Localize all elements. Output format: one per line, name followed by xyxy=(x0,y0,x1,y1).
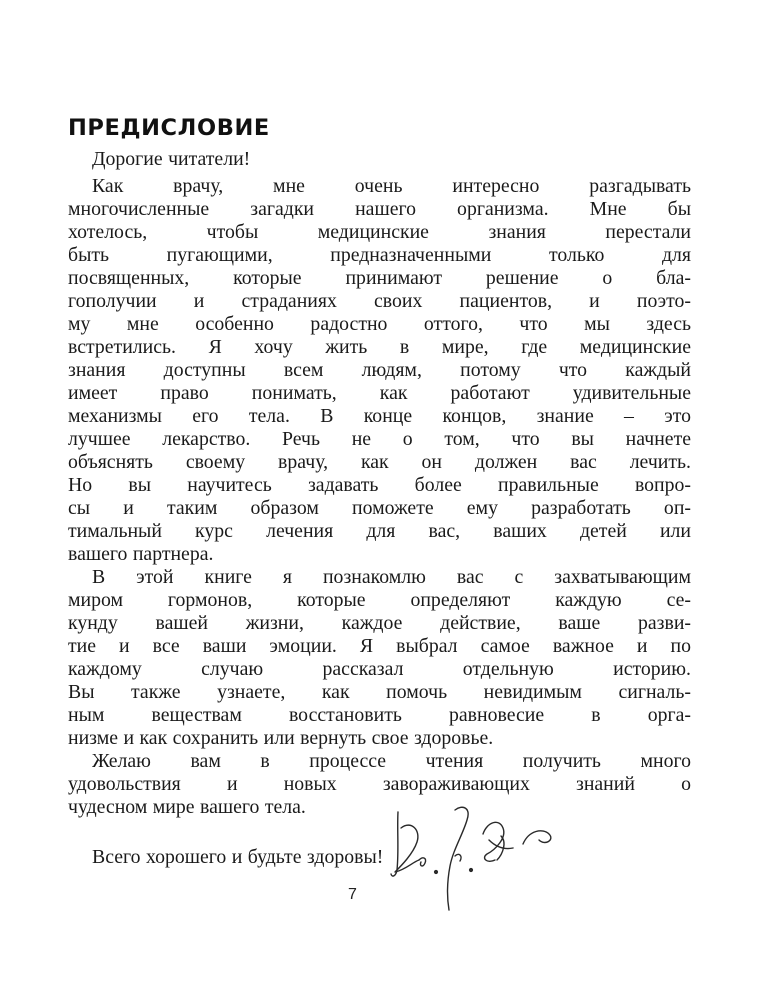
text-line: низме и как сохранить или вернуть свое здоровье. xyxy=(68,727,494,749)
text-line: каждому случаю рассказал отдельную историю. xyxy=(68,658,691,680)
text-line: сы и таким образом поможете ему разработать оп- xyxy=(68,497,691,519)
text-line: удовольствия и новых завораживающих знаний о xyxy=(68,773,691,795)
text-line: тие и все ваши эмоции. Я выбрал самое важное и по xyxy=(68,635,691,657)
text-line: быть пугающими, предназначенными только для xyxy=(68,244,691,266)
text-line: Как врачу, мне очень интересно разгадывать xyxy=(92,175,691,197)
text-line: знания доступны всем людям, потому что каждый xyxy=(68,359,691,381)
greeting: Дорогие читатели! xyxy=(92,148,251,170)
chapter-heading: ПРЕДИСЛОВИЕ xyxy=(68,115,270,141)
signature-icon xyxy=(383,800,568,915)
text-line: кунду вашей жизни, каждое действие, ваше разви- xyxy=(68,612,691,634)
text-line: многочисленные загадки нашего организма. Мне бы xyxy=(68,198,691,220)
text-line: гополучии и страданиях своих пациентов, и поэто- xyxy=(68,290,691,312)
text-line: тимальный курс лечения для вас, ваших детей или xyxy=(68,520,691,542)
text-line: чудесном мире вашего тела. xyxy=(68,796,306,818)
page-number: 7 xyxy=(348,886,357,903)
text-line: имеет право понимать, как работают удивительные xyxy=(68,382,691,404)
text-line: миром гормонов, которые определяют каждую се- xyxy=(68,589,691,611)
text-line: объяснять своему врачу, как он должен вас лечить. xyxy=(68,451,691,473)
text-line: му мне особенно радостно оттого, что мы здесь xyxy=(68,313,691,335)
text-line: Желаю вам в процессе чтения получить много xyxy=(92,750,691,772)
closing-line: Всего хорошего и будьте здоровы! xyxy=(92,846,384,868)
text-line: ным веществам восстановить равновесие в орга- xyxy=(68,704,691,726)
text-line: лучшее лекарство. Речь не о том, что вы начнете xyxy=(68,428,691,450)
text-line: встретились. Я хочу жить в мире, где медицинские xyxy=(68,336,691,358)
text-line: хотелось, чтобы медицинские знания перестали xyxy=(68,221,691,243)
text-line: механизмы его тела. В конце концов, знание – это xyxy=(68,405,691,427)
text-line: посвященных, которые принимают решение о бла- xyxy=(68,267,691,289)
text-line: Вы также узнаете, как помочь невидимым сигналь- xyxy=(68,681,691,703)
text-line: В этой книге я познакомлю вас с захватывающим xyxy=(92,566,691,588)
text-line: вашего партнера. xyxy=(68,543,214,565)
text-line: Но вы научитесь задавать более правильные вопро- xyxy=(68,474,691,496)
